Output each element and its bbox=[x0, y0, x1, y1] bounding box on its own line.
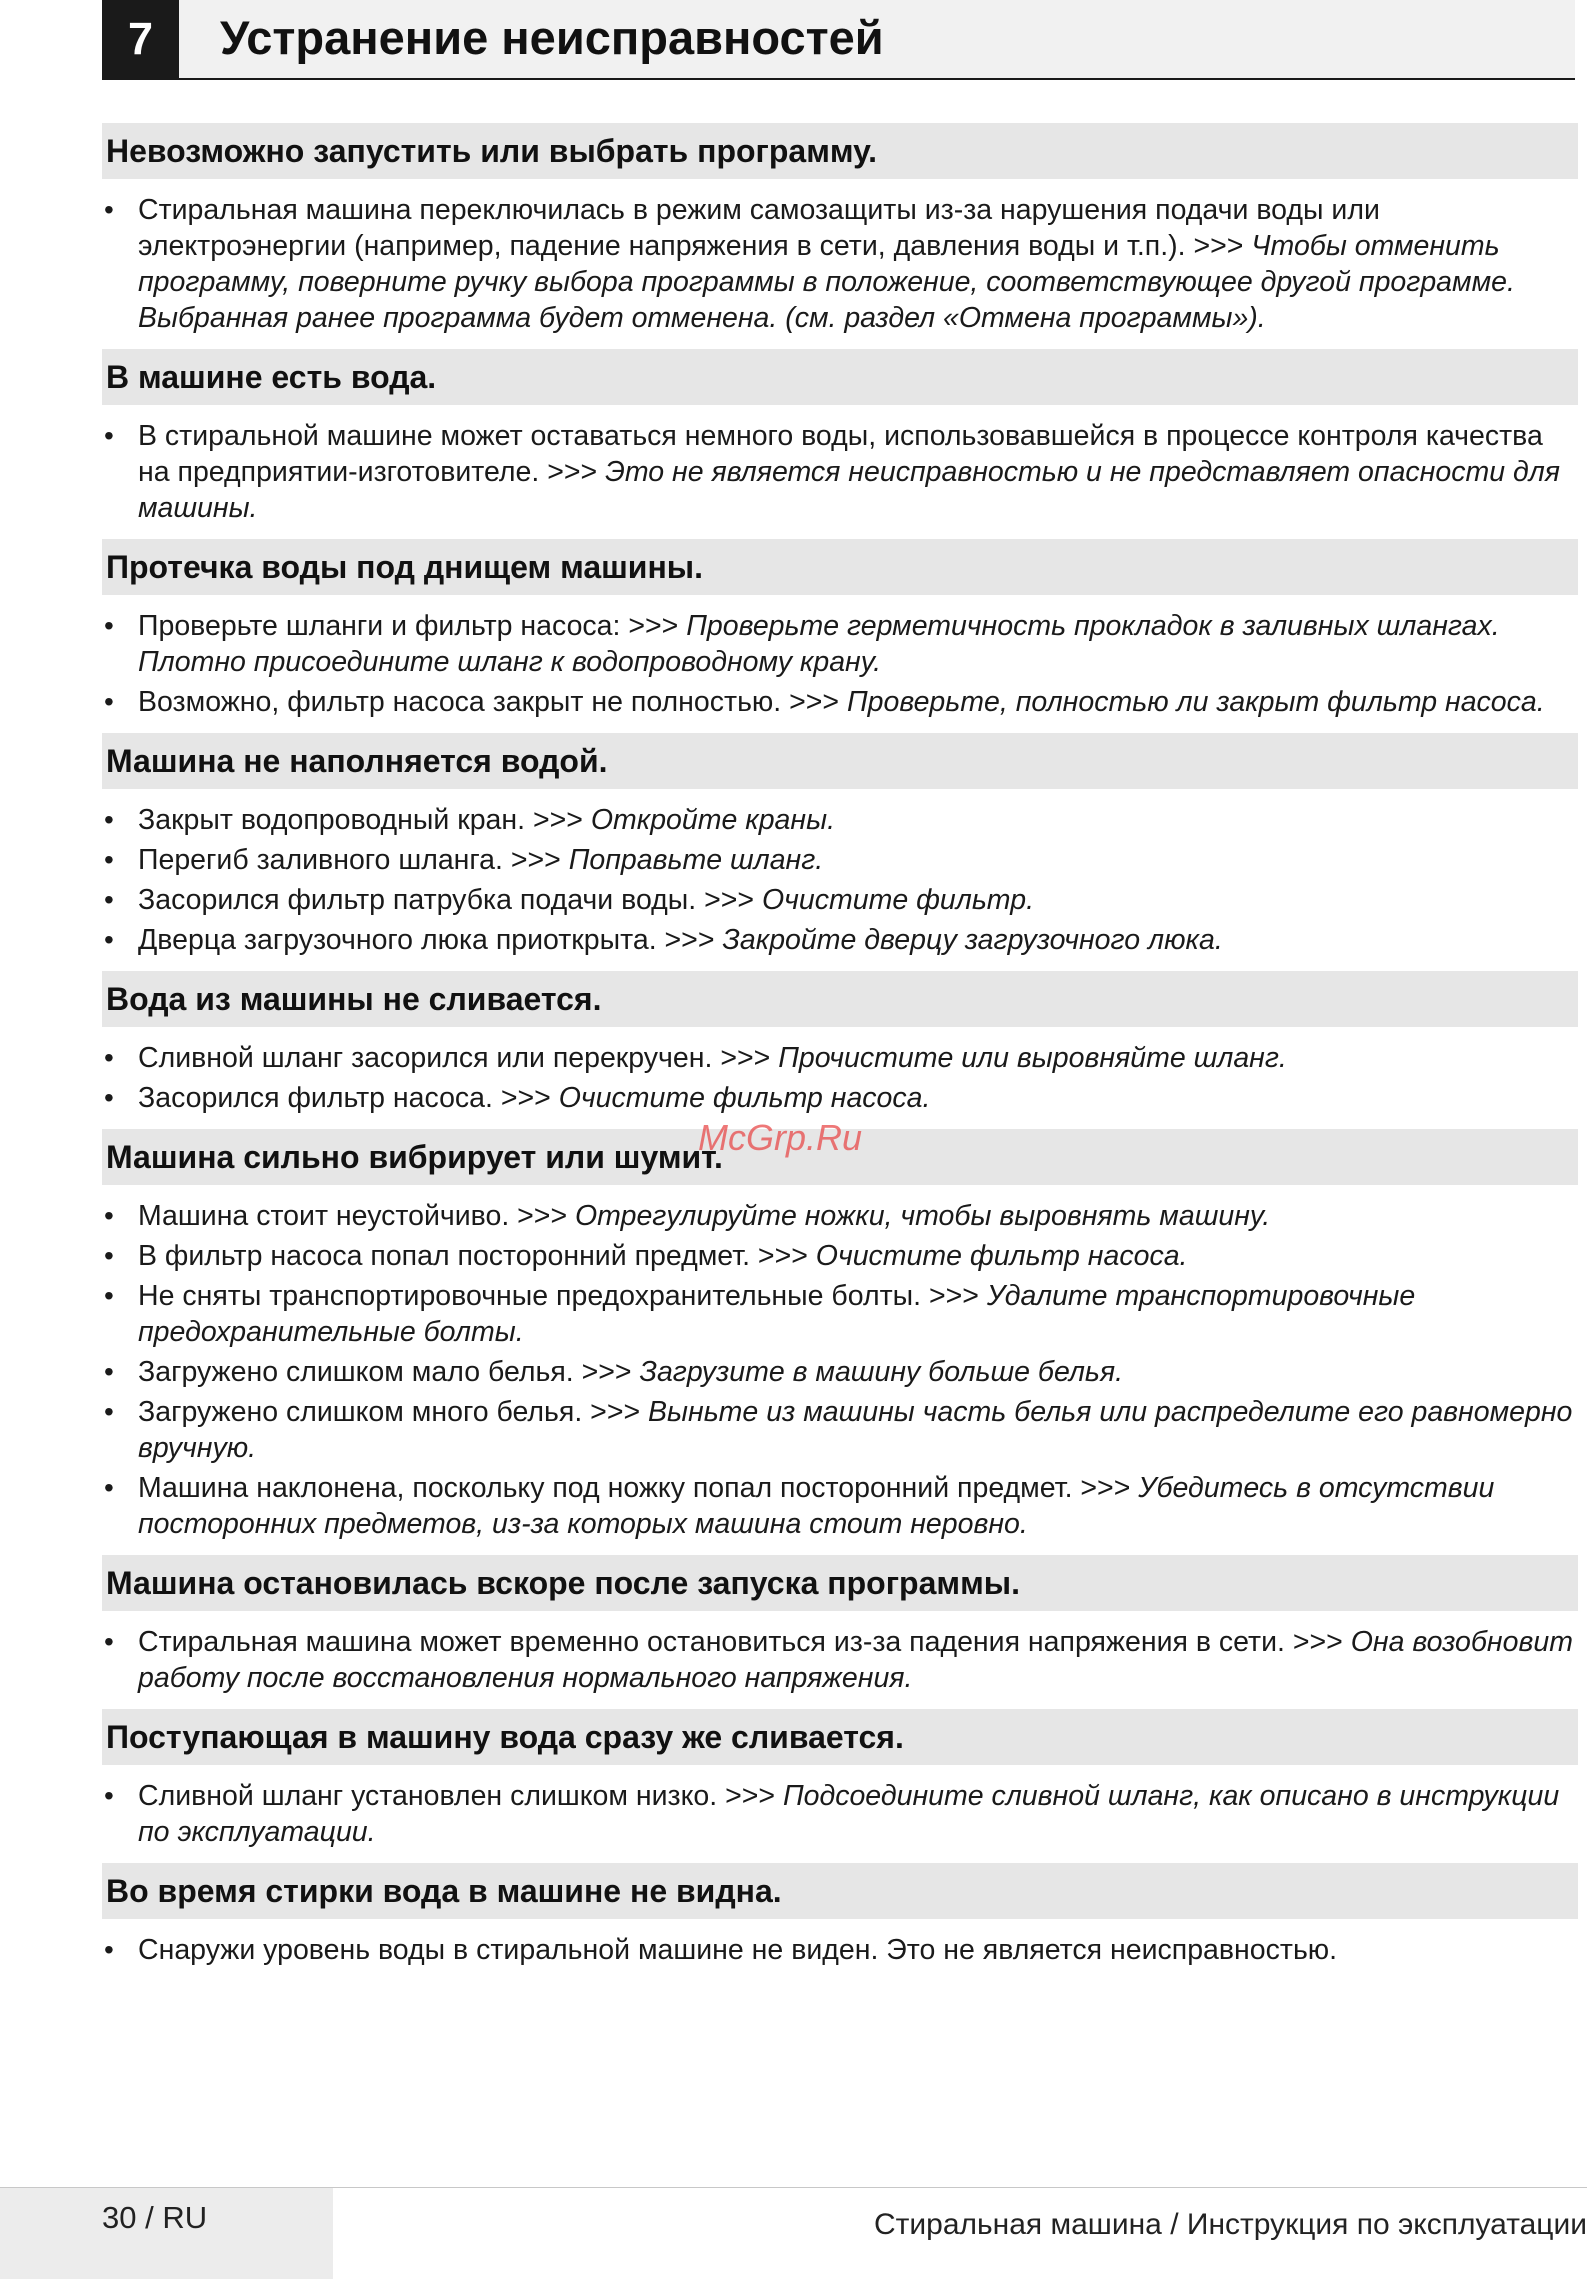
bullet-icon: • bbox=[104, 610, 114, 641]
list-item bbox=[102, 1198, 1578, 1234]
problem-list bbox=[102, 1932, 1578, 1968]
bullet-icon: • bbox=[104, 1240, 114, 1271]
bullet-icon: • bbox=[104, 924, 114, 955]
section-title: Протечка воды под днищем машины. bbox=[102, 539, 1578, 595]
list-item bbox=[102, 1778, 1578, 1850]
list-item bbox=[102, 192, 1578, 336]
bullet-icon: • bbox=[104, 686, 114, 717]
troubleshooting-section bbox=[102, 1863, 1578, 1968]
list-item bbox=[102, 1470, 1578, 1542]
list-item bbox=[102, 418, 1578, 526]
problem-text: Перегиб заливного шланга. >>> bbox=[138, 844, 569, 876]
list-item bbox=[102, 1932, 1578, 1968]
solution-text: Откройте краны. bbox=[590, 804, 835, 836]
problem-text: Стиральная машина может временно остановиться из-за падения напряжения в сети. >>> bbox=[138, 1626, 1351, 1658]
section-title: Машина остановилась вскоре после запуска программы. bbox=[102, 1555, 1578, 1611]
list-item bbox=[102, 882, 1578, 918]
problem-list bbox=[102, 192, 1578, 336]
troubleshooting-section bbox=[102, 1129, 1578, 1542]
solution-text: Убедитесь в отсутствии посторонних предметов, из-за которых машина стоит неровно. bbox=[138, 1472, 1495, 1540]
problem-text: Машина стоит неустойчиво. >>> bbox=[138, 1200, 576, 1232]
section-title: Невозможно запустить или выбрать программу. bbox=[102, 123, 1578, 179]
bullet-icon: • bbox=[104, 1042, 114, 1073]
solution-text: Отрегулируйте ножки, чтобы выровнять машину. bbox=[575, 1200, 1271, 1232]
problem-text: Загружено слишком много белья. >>> bbox=[138, 1396, 649, 1428]
problem-text: Снаружи уровень воды в стиральной машине не виден. Это не является неисправностью. bbox=[138, 1934, 1338, 1966]
problem-text: Проверьте шланги и фильтр насоса: >>> bbox=[138, 610, 687, 642]
bullet-icon: • bbox=[104, 844, 114, 875]
watermark: McGrp.Ru bbox=[698, 1117, 863, 1158]
bullet-icon: • bbox=[104, 194, 114, 225]
problem-text: В стиральной машине может оставаться немного воды, использовавшейся в процессе контроля качества на предприятии-изготовителе. >>> bbox=[138, 420, 1543, 488]
problem-text: Сливной шланг засорился или перекручен. >>> bbox=[138, 1042, 779, 1074]
chapter-number: 7 bbox=[102, 0, 179, 78]
list-item bbox=[102, 1354, 1578, 1390]
list-item bbox=[102, 802, 1578, 838]
troubleshooting-content bbox=[102, 123, 1578, 1981]
problem-list bbox=[102, 802, 1578, 958]
list-item bbox=[102, 1394, 1578, 1466]
solution-text: Загрузите в машину больше белья. bbox=[639, 1356, 1124, 1388]
problem-text: Засорился фильтр насоса. >>> bbox=[138, 1082, 559, 1114]
problem-text: Не сняты транспортировочные предохранительные болты. >>> bbox=[138, 1280, 987, 1312]
troubleshooting-section bbox=[102, 349, 1578, 526]
bullet-icon: • bbox=[104, 420, 114, 451]
list-item bbox=[102, 1040, 1578, 1076]
list-item bbox=[102, 1238, 1578, 1274]
troubleshooting-section bbox=[102, 123, 1578, 336]
solution-text: Поправьте шланг. bbox=[568, 844, 824, 876]
solution-text: Очистите фильтр насоса. bbox=[815, 1240, 1188, 1272]
solution-text: Подсоедините сливной шланг, как описано в инструкции по эксплуатации. bbox=[138, 1780, 1560, 1848]
bullet-icon: • bbox=[104, 1780, 114, 1811]
problem-list bbox=[102, 418, 1578, 526]
problem-text: Машина наклонена, поскольку под ножку попал посторонний предмет. >>> bbox=[138, 1472, 1139, 1504]
solution-text: Закройте дверцу загрузочного люка. bbox=[722, 924, 1223, 956]
bullet-icon: • bbox=[104, 1472, 114, 1503]
problem-list bbox=[102, 1198, 1578, 1542]
bullet-icon: • bbox=[104, 1280, 114, 1311]
section-title: Вода из машины не сливается. bbox=[102, 971, 1578, 1027]
problem-text: Засорился фильтр патрубка подачи воды. >>> bbox=[138, 884, 762, 916]
list-item bbox=[102, 1278, 1578, 1350]
solution-text: Очистите фильтр. bbox=[761, 884, 1034, 916]
chapter-header bbox=[102, 0, 1575, 80]
section-title: Машина сильно вибрирует или шумит. bbox=[102, 1129, 1578, 1185]
problem-text: Стиральная машина переключилась в режим самозащиты из-за нарушения подачи воды или электроэнергии (например, падение напряжения в сети, давления воды и т.п.). >>> bbox=[138, 194, 1380, 262]
solution-text: Это не является неисправностью и не представляет опасности для машины. bbox=[138, 456, 1561, 524]
bullet-icon: • bbox=[104, 884, 114, 915]
problem-text: Возможно, фильтр насоса закрыт не полностью. >>> bbox=[138, 686, 847, 718]
section-title: Поступающая в машину вода сразу же сливается. bbox=[102, 1709, 1578, 1765]
bullet-icon: • bbox=[104, 1396, 114, 1427]
problem-text: Закрыт водопроводный кран. >>> bbox=[138, 804, 591, 836]
problem-list bbox=[102, 1040, 1578, 1116]
solution-text: Она возобновит работу после восстановления нормального напряжения. bbox=[138, 1626, 1573, 1694]
solution-text: Удалите транспортировочные предохранительные болты. bbox=[138, 1280, 1416, 1348]
list-item bbox=[102, 1080, 1578, 1116]
problem-text: В фильтр насоса попал посторонний предмет. >>> bbox=[138, 1240, 816, 1272]
solution-text: Чтобы отменить программу, поверните ручку выбора программы в положение, соответствующее другой программе. Выбранная ранее программа будет отменена. (см. раздел «Отмена программы»). bbox=[138, 230, 1515, 334]
section-title: Машина не наполняется водой. bbox=[102, 733, 1578, 789]
troubleshooting-section bbox=[102, 539, 1578, 720]
troubleshooting-section bbox=[102, 1709, 1578, 1850]
problem-text: Загружено слишком мало белья. >>> bbox=[138, 1356, 640, 1388]
list-item bbox=[102, 608, 1578, 680]
chapter-title: Устранение неисправностей bbox=[220, 11, 884, 64]
problem-list bbox=[102, 1624, 1578, 1696]
solution-text: Выньте из машины часть белья или распределите его равномерно вручную. bbox=[138, 1396, 1573, 1464]
solution-text: Проверьте герметичность прокладок в заливных шлангах. Плотно присоедините шланг к водопроводному крану. bbox=[138, 610, 1500, 678]
bullet-icon: • bbox=[104, 1934, 114, 1965]
list-item bbox=[102, 684, 1578, 720]
problem-text: Дверца загрузочного люка приоткрыта. >>> bbox=[138, 924, 723, 956]
list-item bbox=[102, 842, 1578, 878]
solution-text: Проверьте, полностью ли закрыт фильтр насоса. bbox=[846, 686, 1545, 718]
bullet-icon: • bbox=[104, 1626, 114, 1657]
troubleshooting-section bbox=[102, 733, 1578, 958]
bullet-icon: • bbox=[104, 1200, 114, 1231]
solution-text: Прочистите или выровняйте шланг. bbox=[778, 1042, 1287, 1074]
problem-list bbox=[102, 608, 1578, 720]
document-title: Стиральная машина / Инструкция по эксплуатации bbox=[873, 2208, 1587, 2241]
bullet-icon: • bbox=[104, 1082, 114, 1113]
problem-text: Сливной шланг установлен слишком низко. >>> bbox=[138, 1780, 783, 1812]
page-number: 30 / RU bbox=[102, 2200, 208, 2235]
bullet-icon: • bbox=[104, 1356, 114, 1387]
troubleshooting-section bbox=[102, 1555, 1578, 1696]
list-item bbox=[102, 1624, 1578, 1696]
section-title: В машине есть вода. bbox=[102, 349, 1578, 405]
solution-text: Очистите фильтр насоса. bbox=[558, 1082, 931, 1114]
section-title: Во время стирки вода в машине не видна. bbox=[102, 1863, 1578, 1919]
problem-list bbox=[102, 1778, 1578, 1850]
bullet-icon: • bbox=[104, 804, 114, 835]
list-item bbox=[102, 922, 1578, 958]
troubleshooting-section bbox=[102, 971, 1578, 1116]
